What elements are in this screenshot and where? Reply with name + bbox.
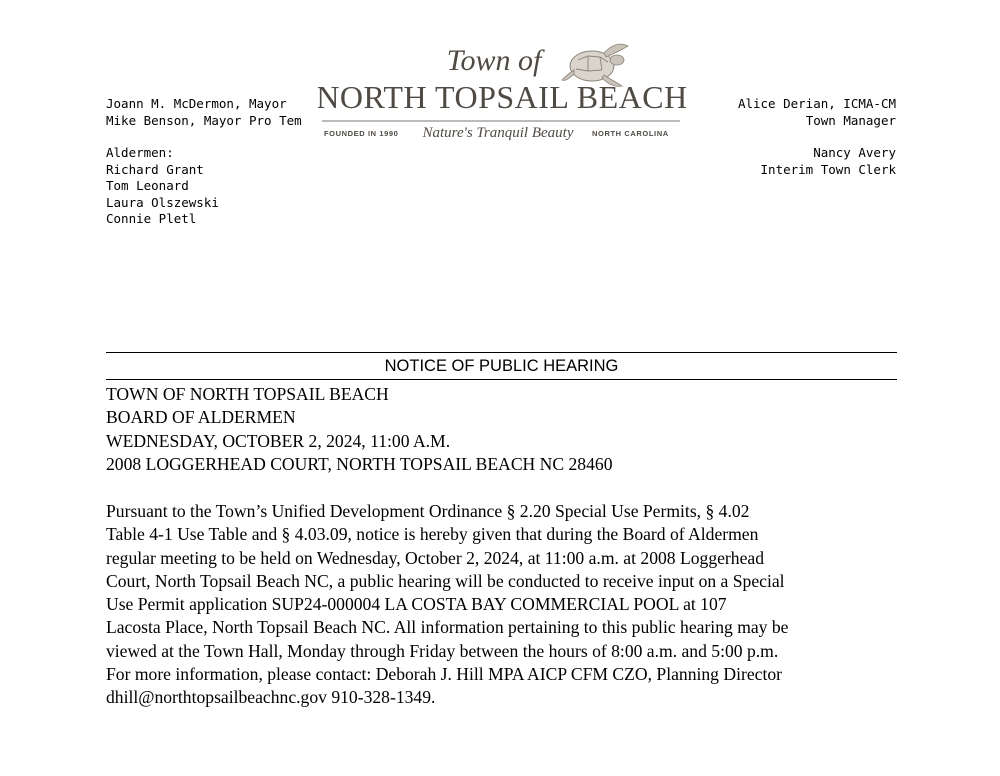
bottom-rule [106,379,897,380]
logo-tagline: Nature's Tranquil Beauty [422,125,574,141]
logo-script-top: Town of [446,44,542,77]
hearing-detail-line: 2008 LOGGERHEAD COURT, NORTH TOPSAIL BEACH NC 28460 [106,453,613,474]
aldermen-heading: Aldermen: [106,145,174,160]
hearing-detail-line: WEDNESDAY, OCTOBER 2, 2024, 11:00 A.M. [106,430,451,451]
hearing-detail-line: TOWN OF NORTH TOPSAIL BEACH [106,384,389,404]
staff-list [738,96,896,178]
notice-body [106,500,906,710]
alderman-name: Tom Leonard [106,178,189,193]
town-logo [318,38,686,148]
alderman-name: Richard Grant [106,161,204,177]
mayor-pro-tem: Mike Benson, Mayor Pro Tem [106,112,302,128]
body-line: Lacosta Place, North Topsail Beach NC. All information pertaining to this public hearing may be [106,617,789,638]
body-line: Court, North Topsail Beach NC, a public hearing will be conducted to receive input on a Special [106,570,785,591]
notice-title: NOTICE OF PUBLIC HEARING [384,357,619,375]
mayor: Joann M. McDermon, Mayor [106,96,287,111]
officials-list [106,96,302,228]
town-clerk-title: Interim Town Clerk [760,161,896,177]
body-line: regular meeting to be held on Wednesday, October 2, 2024, at 11:00 a.m. at 2008 Loggerhead [106,547,764,568]
body-line: Use Permit application SUP24-000004 LA COSTA BAY COMMERCIAL POOL at 107 [106,594,727,615]
body-line: For more information, please contact: Deborah J. Hill MPA AICP CFM CZO, Planning Director [106,664,782,685]
body-line: Pursuant to the Town’s Unified Development Ordinance § 2.20 Special Use Permits, § 4.02 [106,501,750,521]
hearing-details [106,383,613,476]
town-logo-graphic [318,38,686,148]
alderman-name: Laura Olszewski [106,194,219,210]
top-rule [106,352,897,353]
hearing-detail-line: BOARD OF ALDERMEN [106,407,296,428]
town-manager-name: Alice Derian, ICMA-CM [737,96,896,111]
town-manager-title: Town Manager [805,112,896,128]
body-line: viewed at the Town Hall, Monday through Friday between the hours of 8:00 a.m. and 5:00 p.m. [106,640,779,661]
logo-state: NORTH CAROLINA [592,129,669,138]
body-line: dhill@northtopsailbeachnc.gov 910-328-1349. [106,687,436,708]
alderman-name: Connie Pletl [106,211,197,226]
logo-founded: FOUNDED IN 1990 [324,129,399,138]
town-clerk-name: Nancy Avery [813,145,896,160]
logo-town-name: NORTH TOPSAIL BEACH [318,79,686,115]
body-line: Table 4-1 Use Table and § 4.03.09, notice is hereby given that during the Board of Aldermen [106,524,759,545]
